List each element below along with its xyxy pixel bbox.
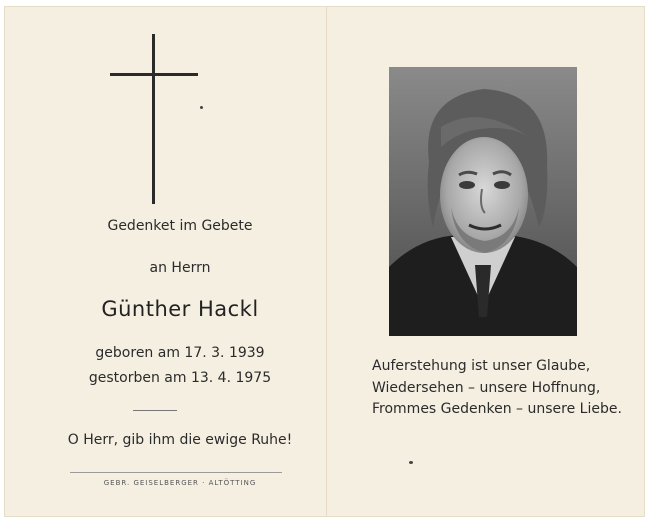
portrait-photo: [389, 67, 577, 336]
divider: [133, 410, 177, 411]
prayer: O Herr, gib ihm die ewige Ruhe!: [67, 432, 293, 448]
print-speck: [200, 106, 203, 109]
heading: Gedenket im Gebete: [107, 218, 253, 234]
quote-line-2: Wiedersehen – unsere Hoffnung,: [372, 380, 601, 396]
cross-icon: [152, 34, 155, 204]
salutation: an Herrn: [149, 260, 211, 276]
birth-date: geboren am 17. 3. 1939: [95, 345, 265, 361]
death-date: gestorben am 13. 4. 1975: [88, 370, 272, 386]
deceased-name: Günther Hackl: [101, 297, 259, 321]
footer-divider: [70, 472, 282, 473]
print-speck: [409, 461, 413, 464]
quote-line-3: Frommes Gedenken – unsere Liebe.: [372, 401, 622, 417]
printer-imprint: GEBR. GEISELBERGER · ALTÖTTING: [103, 479, 257, 487]
cross-icon-bar: [110, 73, 198, 76]
quote-line-1: Auferstehung ist unser Glaube,: [372, 358, 591, 374]
